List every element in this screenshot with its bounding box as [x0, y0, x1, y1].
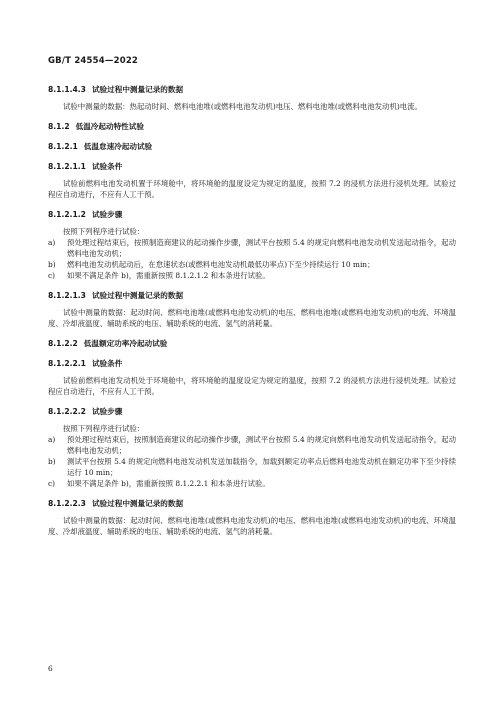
section-heading [48, 161, 456, 172]
section-number: 8.1.2.2 [48, 339, 78, 348]
list-marker: b) [48, 457, 56, 466]
section-number: 8.1.2.1.1 [48, 162, 86, 171]
section-heading [48, 406, 456, 417]
section-number: 8.1.2.1.3 [48, 291, 86, 300]
paragraph: 试验前燃料电池发动机置于环境舱中，将环境舱的温度设定为规定的温度，按照 7.2 的浸机方法进行浸机处理。试验过程应自动进行，不应有人工干预。 [48, 179, 456, 199]
paragraph: 试验中测量的数据：起动时间、燃料电池堆(或燃料电池发动机)的电压、燃料电池堆(或燃料电池发动机)的电流、环境温度、冷却液温度、辅助系统的电压、辅助系统的电流、氢气的消耗量。 [48, 516, 456, 536]
list-item-text: 如果不满足条件 b)，需重新按照 8.1.2.1.2 和本条进行试验。 [67, 271, 270, 280]
list-item-text: 预处理过程结束后，按照制造商建议的起动操作步骤，测试平台按照 5.4 的规定向燃料电池发动机发送起动指令，起动燃料电池发动机； [67, 238, 456, 258]
section-title: 低温额定功率冷起动试验 [83, 339, 168, 348]
document-body [48, 84, 456, 537]
section-heading [48, 121, 456, 132]
page-number: 6 [48, 664, 53, 673]
section-number: 8.1.2 [48, 122, 70, 131]
list-item [48, 456, 456, 478]
section-title: 试验步骤 [91, 210, 123, 219]
section-number: 8.1.1.4.3 [48, 85, 86, 94]
paragraph: 试验前燃料电池发动机处于环境舱中，将环境舱的温度设定为规定的温度，按照 7.2 的浸机方法进行浸机处理。试验过程应自动进行，不应有人工干预。 [48, 376, 456, 396]
list-item [48, 270, 456, 281]
section-title: 试验过程中测量记录的数据 [91, 499, 184, 508]
list-item-text: 测试平台按照 5.4 的规定向燃料电池发动机发送加载指令，加载到额定功率点后燃料电池发动机在额定功率下至少持续运行 10 min； [67, 457, 456, 477]
paragraph: 按照下列程序进行试验： [63, 227, 145, 236]
paragraph: 按照下列程序进行试验： [63, 424, 145, 433]
list-item [48, 478, 456, 489]
list-marker: c) [48, 271, 56, 280]
list-marker: a) [48, 435, 56, 444]
section-number: 8.1.2.1 [48, 142, 78, 151]
section-heading [48, 141, 456, 152]
list-marker: c) [48, 479, 56, 488]
section-heading [48, 358, 456, 369]
section-title: 低温冷起动特性试验 [75, 122, 144, 131]
section-title: 试验步骤 [91, 407, 123, 416]
section-title: 试验条件 [91, 162, 123, 171]
list-marker: a) [48, 238, 56, 247]
section-title: 试验条件 [91, 359, 123, 368]
section-number: 8.1.2.2.3 [48, 499, 86, 508]
list-item [48, 259, 456, 270]
paragraph: 试验中测量的数据：热起动时间、燃料电池堆(或燃料电池发动机)电压、燃料电池堆(或燃料电池发动机)电流。 [63, 102, 422, 111]
paragraph: 试验中测量的数据：起动时间、燃料电池堆(或燃料电池发动机)的电压、燃料电池堆(或燃料电池发动机)的电流、环境温度、冷却液温度、辅助系统的电压、辅助系统的电流、氢气的消耗量。 [48, 308, 456, 328]
section-heading [48, 498, 456, 509]
section-number: 8.1.2.2.1 [48, 359, 86, 368]
list-item-text: 如果不满足条件 b)，需重新按照 8.1.2.2.1 和本条进行试验。 [67, 479, 270, 488]
section-heading [48, 290, 456, 301]
section-heading [48, 338, 456, 349]
list-item-text: 燃料电池发动机起动后，在怠速状态(或燃料电池发动机最低功率点)下至少持续运行 10 min； [67, 260, 375, 269]
section-number: 8.1.2.2.2 [48, 407, 86, 416]
section-title: 低温怠速冷起动试验 [83, 142, 153, 151]
list-item [48, 434, 456, 456]
section-title: 试验过程中测量记录的数据 [91, 85, 184, 94]
section-heading [48, 209, 456, 220]
list-marker: b) [48, 260, 56, 269]
list-item [48, 237, 456, 259]
section-heading [48, 84, 456, 95]
standard-code: GB/T 24554—2022 [48, 56, 139, 66]
section-title: 试验过程中测量记录的数据 [91, 291, 184, 300]
list-item-text: 预处理过程结束后，按照制造商建议的起动操作步骤，测试平台按照 5.4 的规定向燃料电池发动机发送起动指令，起动燃料电池发动机； [67, 435, 456, 455]
section-number: 8.1.2.1.2 [48, 210, 86, 219]
